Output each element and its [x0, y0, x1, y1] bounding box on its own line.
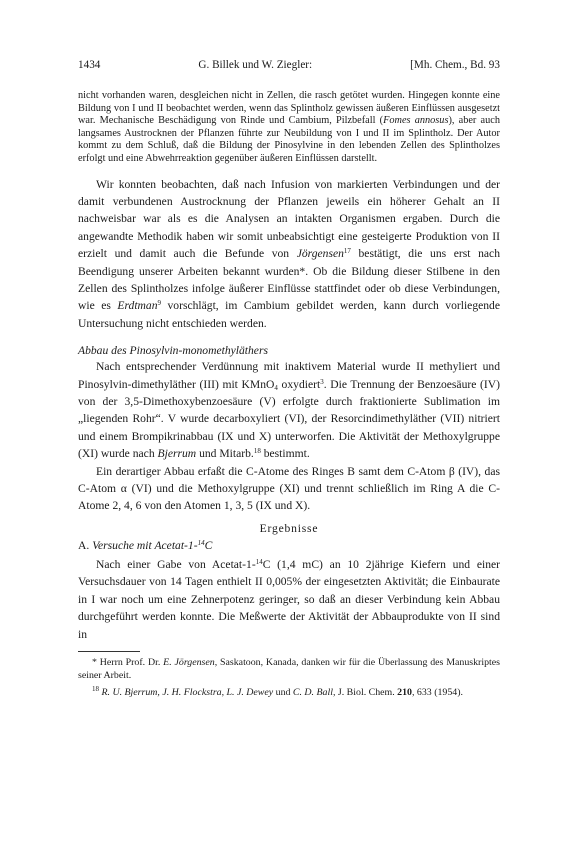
- footnote-reference-18: $^{18}$ R. U. Bjerrum, J. H. Flockstra, L. J. Dewey und C. D. Ball, J. Biol. Chem. 210, 633 (1954).: [92, 684, 463, 698]
- paragraph-degradation: Nach entsprechender Verdünnung mit inaktivem Material wurde II methyliert und Pinosylvin-dimethyläther (III) mit KMnO$_4$ oxydiert$^3$. Die Trennung der Benzoesäure (IV) von der 3,5-Dimethoxybenzoesäure (V) erfolgte durch fraktionierte Sublimation im „liegenden Rohr“. V wurde decarboxyliert (VI), der Resorcindimethyläther (VII) nitriert und einem Brompikrinabbau (IX und X) unterworfen. Die Aktivität der Methoxylgruppe (XI) wurde nach Bjerrum und Mitarb.$^{18}$ bestimmt.: [78, 360, 500, 461]
- fungus-name: Fomes annosus: [383, 115, 449, 127]
- citation-ref: 9: [157, 299, 162, 308]
- author-name: Bjerrum: [157, 447, 197, 461]
- author-name: Jörgensen: [296, 247, 344, 261]
- header-journal: [Mh. Chem., Bd. 93: [410, 59, 500, 71]
- footnote-rule: [78, 651, 140, 652]
- footnote-acknowledgement: * Herrn Prof. Dr. E. Jörgensen, Saskatoon, Kanada, danken wir für die Überlassung des Manuskriptes seiner Arbeit.: [78, 656, 500, 681]
- author-name: Erdtman: [117, 299, 158, 313]
- running-header: [78, 59, 500, 71]
- header-authors: G. Billek und W. Ziegler:: [198, 59, 313, 71]
- results-subheading: A. Versuche mit Acetat-1-$^{14}$C: [78, 538, 213, 552]
- citation-ref: 17: [343, 247, 351, 256]
- results-heading: Ergebnisse: [259, 521, 319, 535]
- citation-ref: 18: [253, 447, 261, 456]
- paragraph-observations: Wir konnten beobachten, daß nach Infusion von markierten Verbindungen und der damit verbundenen Austrocknung der Pflanzen jeweils ein höherer Gehalt an II nachweisbar war als es die Analysen an intakten Organismen ergaben. Durch die angewandte Methodik haben wir somit unbeabsichtigt eine gesteigerte Produktion von II erzielt und damit auch die Befunde von Jörgensen$^{17}$ bestätigt, die uns erst nach Beendigung unserer Arbeiten bekannt wurden*. Ob die Bildung dieser Stilbene in den Zellen des Splintholzes infolge äußerer Einflüsse stattfindet oder ob diese Verbindungen, wie es Erdtman$^9$ vorschlägt, im Cambium gebildet werden, kann durch vorliegende Untersuchung nicht entschieden werden.: [78, 177, 500, 330]
- page-number: 1434: [78, 59, 101, 71]
- citation-ref: 3: [320, 377, 324, 386]
- page-body: [78, 90, 500, 699]
- abstract-paragraph: nicht vorhanden waren, desgleichen nicht in Zellen, die rasch getötet wurden. Hingegen konnte eine Bildung von I und II beobachtet werden, wenn das Splintholz gewissen äußeren Einflüssen ausgesetzt war. Mechanische Beschädigung von Rinde und Cambium, Pilzbefall (Fomes annosus), aber auch langsames Austrocknen der Pflanzen führte zur Neubildung von I und II im Splintholz. Der Autor kommt zu dem Schluß, daß die Bildung der Pinosylvine in den lebenden Zellen des Splintholzes erfolgt und eine Abwehrreaktion gegenüber äußeren Einflüssen darstellt.: [78, 90, 500, 164]
- paragraph-carbon-atoms: Ein derartiger Abbau erfaßt die C-Atome des Ringes B samt dem C-Atom β (IV), das C-Atom α (VI) und die Methoxylgruppe (XI) und trennt schließlich im Ring A die C-Atome 2, 4, 6 von den Atomen 1, 3, 5 (IX und X).: [78, 464, 500, 513]
- paragraph-acetate-experiment: Nach einer Gabe von Acetat-1-$^{14}$C (1,4 mC) an 10 2jährige Kiefern und einer Versuchsdauer von 14 Tagen enthielt II 0,005% der eingesetzten Aktivität; die Einbaurate in I war noch um eine Zehnerpotenz geringer, so daß an dieser Verbindung kein Abbau durchgeführt werden konnte. Die Meßwerte der Aktivität der Abbauprodukte von II sind in: [78, 557, 500, 641]
- section-heading: Abbau des Pinosylvin-monomethyläthers: [78, 344, 268, 358]
